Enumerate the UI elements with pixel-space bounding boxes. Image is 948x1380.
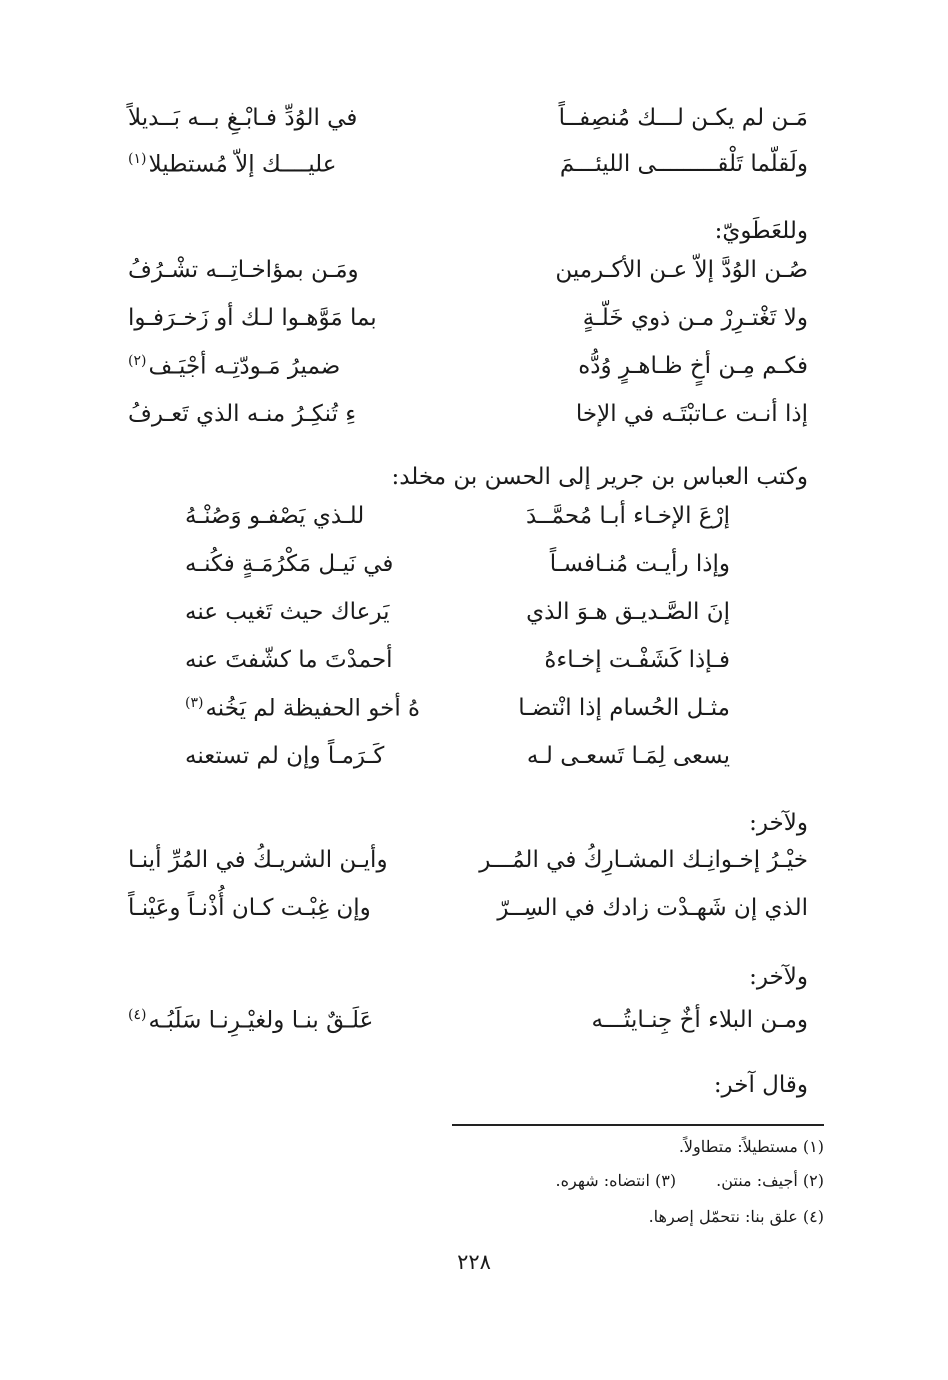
page-number: ٢٢٨ (457, 1250, 491, 1274)
first-hemistich: إذا أنـت عـاتبْتَـه في الإخا (575, 401, 808, 427)
first-hemistich: خيْـرُ إخـوانِـك المشـارِكُ في المُـــر (479, 847, 808, 873)
verse-line (185, 684, 730, 732)
first-hemistich: إرْعَ الإخـاء أبـا مُحمَّــدَ (526, 503, 730, 529)
verse-line (128, 342, 808, 390)
footnote-line (556, 1170, 824, 1192)
footnote-marker: (٣) (185, 694, 204, 711)
footnote: (٣) انتضاه: شهره. (555, 1171, 677, 1190)
verse-line (185, 540, 730, 588)
second-hemistich: عَلَـقٌ بنـا ولغيْـرِنـا سَلَبُـه (148, 1007, 374, 1034)
second-hemistich: بما مَوَّهـوا لـك أو زَخـرَفـوا (128, 305, 377, 331)
verse-line (185, 588, 730, 636)
verse-line (128, 996, 808, 1044)
first-hemistich: ومـن البلاء أخٌ جِنـايتُـــه (591, 1007, 808, 1033)
second-hemistich: ءِ تُنكِـرُ منـه الذي تَعـرفُ (128, 401, 357, 427)
section-heading: وكتب العباس بن جرير إلى الحسن بن مخلد: (391, 464, 808, 490)
second-hemistich-with-footnote (128, 151, 337, 178)
verse-line (128, 294, 808, 342)
second-hemistich: في الوُدِّ فـابْـغِ بــه بَــديلاً (128, 105, 358, 131)
verse-line (128, 884, 808, 932)
first-hemistich: صُـن الوُدَّ إلاّ عـن الأكـرمين (555, 257, 808, 283)
first-hemistich: وإذا رأيـت مُنـافسـاً (549, 551, 730, 577)
second-hemistich: ضميرُ مَـودّتِـه أجْيَـف (148, 353, 341, 380)
first-hemistich: يسعى لِمَـا تَسعـى لـه (526, 743, 730, 769)
verse-line (128, 246, 808, 294)
first-hemistich: ولَقلّما تَلْقـــــــــى الليئـــمَ (559, 151, 808, 177)
footnote: (١) مستطيلاً: متطاولاً. (678, 1137, 824, 1156)
verse-line (128, 390, 808, 438)
footnote-marker: (١) (128, 150, 147, 167)
second-hemistich: كَـرَمـاً وإن لم تستعنه (185, 743, 385, 769)
second-hemistich: للـذي يَصْفـو وَصُنْـهُ (185, 503, 365, 529)
section-heading: ولآخر: (749, 810, 808, 836)
section-heading: وللعَطَويّ: (714, 218, 808, 244)
first-hemistich: إنَ الصَّـديـق هـوَ الذي (526, 599, 730, 625)
verse-line (128, 94, 808, 142)
verse-line (185, 732, 730, 780)
second-hemistich: هُ أخو الحفيظة لم يَخُنه (205, 695, 421, 722)
first-hemistich: مَـن لم يكـن لـــك مُنصِفــاً (558, 105, 808, 131)
second-hemistich: يَرعاك حيث تَغيب عنه (185, 599, 390, 625)
footnote-marker: (٤) (128, 1006, 147, 1023)
footnote-separator (452, 1124, 824, 1126)
first-hemistich: ولا تَغْتـرِرْ مـن ذوي خَلّـةٍ (582, 305, 808, 331)
first-hemistich: مثـل الحُسام إذا انْتضـا (518, 695, 730, 721)
verse-line (185, 636, 730, 684)
footnote-marker: (٢) (128, 352, 147, 369)
second-hemistich: أحمدْتَ ما كشّفتَ عنه (185, 647, 393, 673)
footnote: (٤) علق بنا: نتحمّل إصرها. (648, 1207, 824, 1226)
verse-line (185, 492, 730, 540)
first-hemistich: فكـم مِـن أخٍ ظـاهـرٍ وُدُّه (578, 353, 808, 379)
second-hemistich-with-footnote (128, 1007, 373, 1034)
second-hemistich: وإن غِبْـت كـان أُذْنـاً وعَيْنـاً (128, 895, 371, 921)
first-hemistich: الذي إن شَهـدْت زادك في السِــرّ (497, 895, 808, 921)
verse-line (128, 836, 808, 884)
second-hemistich-with-footnote (128, 353, 340, 380)
section-heading: وقال آخر: (713, 1072, 808, 1098)
second-hemistich: ومَـن بمؤاخـاتِــه تشْـرُفُ (128, 257, 359, 283)
second-hemistich: وأيـن الشريـكُ في المُرِّ أينـا (128, 847, 388, 873)
footnote: (٢) أجيف: منتن. (716, 1171, 824, 1190)
second-hemistich: عليــــك إلاّ مُستطيلا (148, 151, 337, 178)
second-hemistich: في نَيـل مَكْرُمَـةٍ فكُنـه (185, 551, 394, 577)
second-hemistich-with-footnote (185, 695, 420, 722)
verse-line (128, 140, 808, 188)
section-heading: ولآخر: (749, 964, 808, 990)
first-hemistich: فـإذا كَشَفْـت إخـاءهُ (544, 647, 730, 673)
